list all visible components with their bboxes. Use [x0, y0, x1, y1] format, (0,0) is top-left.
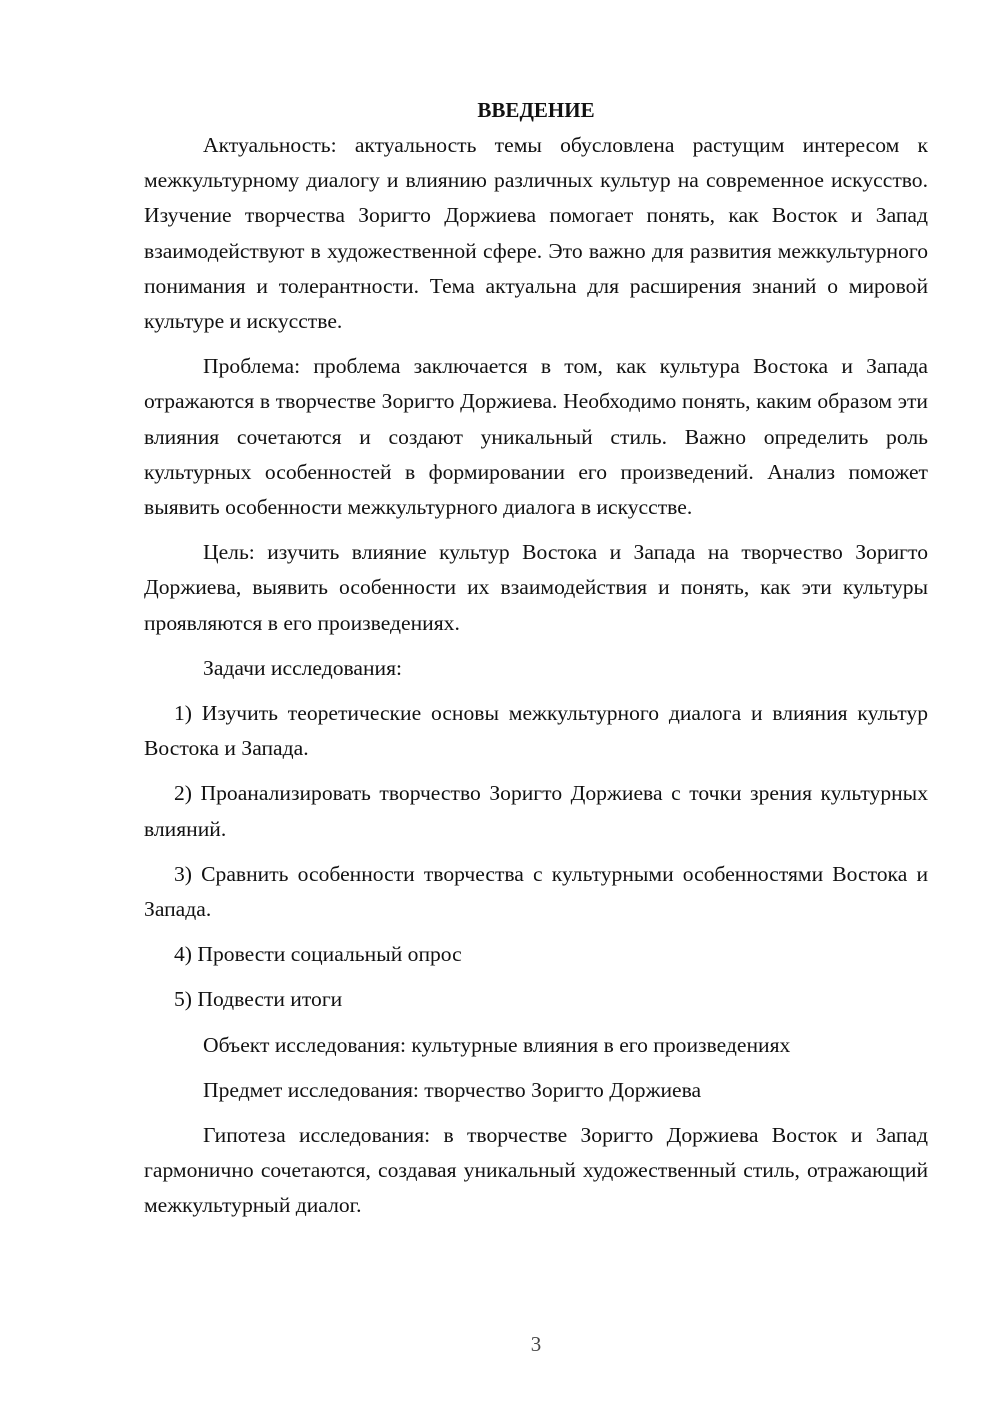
tasks-heading: Задачи исследования:	[203, 655, 403, 680]
task-item-2: 2) Проанализировать творчество Зоригто Доржиева с точки зрения культурных влияний.	[144, 781, 928, 841]
task-item-4: 4) Провести социальный опрос	[174, 942, 462, 967]
hypothesis-paragraph: Гипотеза исследования: в творчестве Зоригто Доржиева Восток и Запад гармонично сочетаются, создавая уникальный художественный стиль, отражающий межкультурный диалог.	[144, 1123, 928, 1218]
problem-paragraph: Проблема: проблема заключается в том, как культура Востока и Запада отражаются в творчестве Зоригто Доржиева. Необходимо понять, каким образом эти влияния сочетаются и создают уникальный стиль. Важно определить роль культурных особенностей в формировании его произведений. Анализ поможет выявить особенности межкультурного диалога в искусстве.	[144, 354, 928, 520]
task-item-3: 3) Сравнить особенности творчества с культурными особенностями Востока и Запада.	[144, 861, 928, 922]
document-body	[144, 93, 928, 1224]
subject-paragraph: Предмет исследования: творчество Зоригто Доржиева	[203, 1077, 702, 1102]
object-paragraph: Объект исследования: культурные влияния в его произведениях	[203, 1032, 791, 1057]
task-item-1: 1) Изучить теоретические основы межкультурного диалога и влияния культур Востока и Запада.	[144, 701, 928, 761]
relevance-paragraph: Актуальность: актуальность темы обусловлена растущим интересом к межкультурному диалогу и влиянию различных культур на современное искусство. Изучение творчества Зоригто Доржиева помогает понять, как Восток и Запад взаимодействуют в художественной сфере. Это важно для развития межкультурного понимания и толерантности. Тема актуальна для расширения знаний о мировой культуре и искусстве.	[144, 133, 928, 334]
section-title: ВВЕДЕНИЕ	[477, 98, 595, 122]
goal-paragraph: Цель: изучить влияние культур Востока и Запада на творчество Зоригто Доржиева, выявить особенности их взаимодействия и понять, как эти культуры проявляются в его произведениях.	[144, 540, 928, 635]
page-number: 3	[530, 1332, 542, 1356]
task-item-5: 5) Подвести итоги	[174, 987, 343, 1012]
